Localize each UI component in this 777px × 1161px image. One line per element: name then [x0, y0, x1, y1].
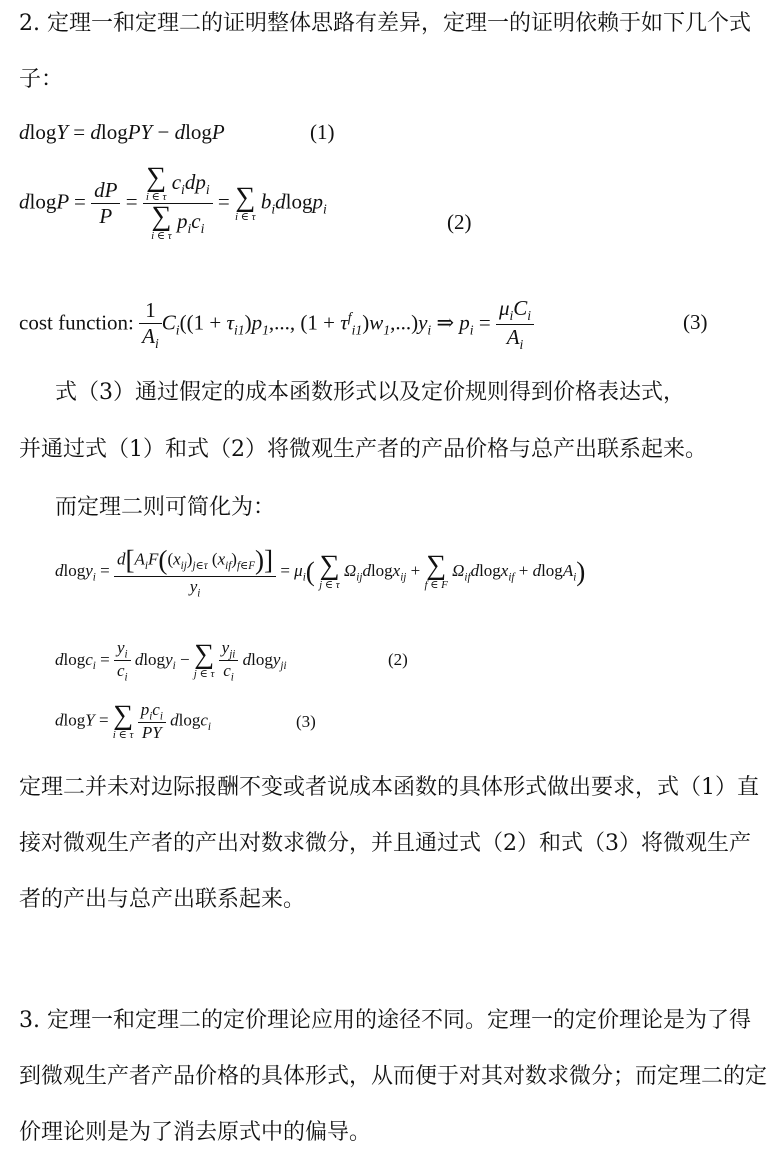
equation-2: dlogP = $\frac{dP}{P}$ = ∑ i ∈ τ $c_idp_i$ ∑ i ∈ τ $p_ic_i$ = ∑ i ∈ τ $b_idlogp_i$	[19, 162, 327, 242]
paragraph-pricing-theory-difference: 3. 定理一和定理二的定价理论应用的途径不同。定理一的定价理论是为了得到微观生产者产品价格的具体形式，从而便于对其对数求微分；而定理二的定价理论则是为了消去原式中的偏导。	[19, 1008, 768, 1145]
paragraph-eq3-line2: 并通过式（1）和式（2）将微观生产者的产品价格与总产出联系起来。	[19, 437, 707, 462]
theorem2-equation-2-label: (2)	[388, 650, 408, 669]
equation-1: dlogY = dlogPY − dlogP	[19, 120, 225, 144]
theorem2-equation-2: dlogc$_i$ = $\frac{y_i}{c_i}$ dlogy$_i$ − ∑ j ∈ τ $\frac{y_{ji}}{c_i}$ dlogy$_{ji}$	[55, 638, 287, 684]
equation-3-label: (3)	[683, 310, 708, 334]
paragraph-theorem-difference: 2. 定理一和定理二的证明整体思路有差异，定理一的证明依赖于如下几个式子：	[19, 11, 751, 92]
equation-2-label: (2)	[447, 210, 472, 234]
theorem2-equation-3: dlogY = ∑ i ∈ τ $\frac{p_ic_i}{PY}$ dlogc$_i$	[55, 699, 211, 743]
equation-1-label: (1)	[310, 120, 335, 144]
theorem2-equation-3-label: (3)	[296, 712, 316, 731]
cost-function-label: cost function:	[19, 310, 134, 335]
theorem2-equation-1: dlogy$_i$ = $\frac{d[A_iF((x_{ij})_{j\in\tau} (x_{if})_{f\in F})]}{y_i}$ = $\mu_i$( ∑ j ∈ τ $\Omega_{ij}dlogx_{ij}$ + ∑ f ∈ F $\Omega_{if}dlogx_{if} + dlogA_i$)	[55, 545, 586, 600]
paragraph-theorem2-explanation: 定理二并未对边际报酬不变或者说成本函数的具体形式做出要求，式（1）直接对微观生产者的产出对数求微分，并且通过式（2）和式（3）将微观生产者的产出与总产出联系起来。	[19, 775, 759, 912]
paragraph-eq3-line1: 式（3）通过假定的成本函数形式以及定价规则得到价格表达式，	[55, 380, 685, 405]
paragraph-theorem2-intro: 而定理二则可简化为：	[55, 495, 276, 520]
equation-3: cost function: $\frac{1}{A_i}$ $C_i((1 + \tau_{i1})p_1$,..., $(1 + \tau^f_{i1})w_1,...)y_i$ ⇒ $p_i$ = $\frac{\mu_iC_i}{A_i}$	[19, 296, 534, 353]
